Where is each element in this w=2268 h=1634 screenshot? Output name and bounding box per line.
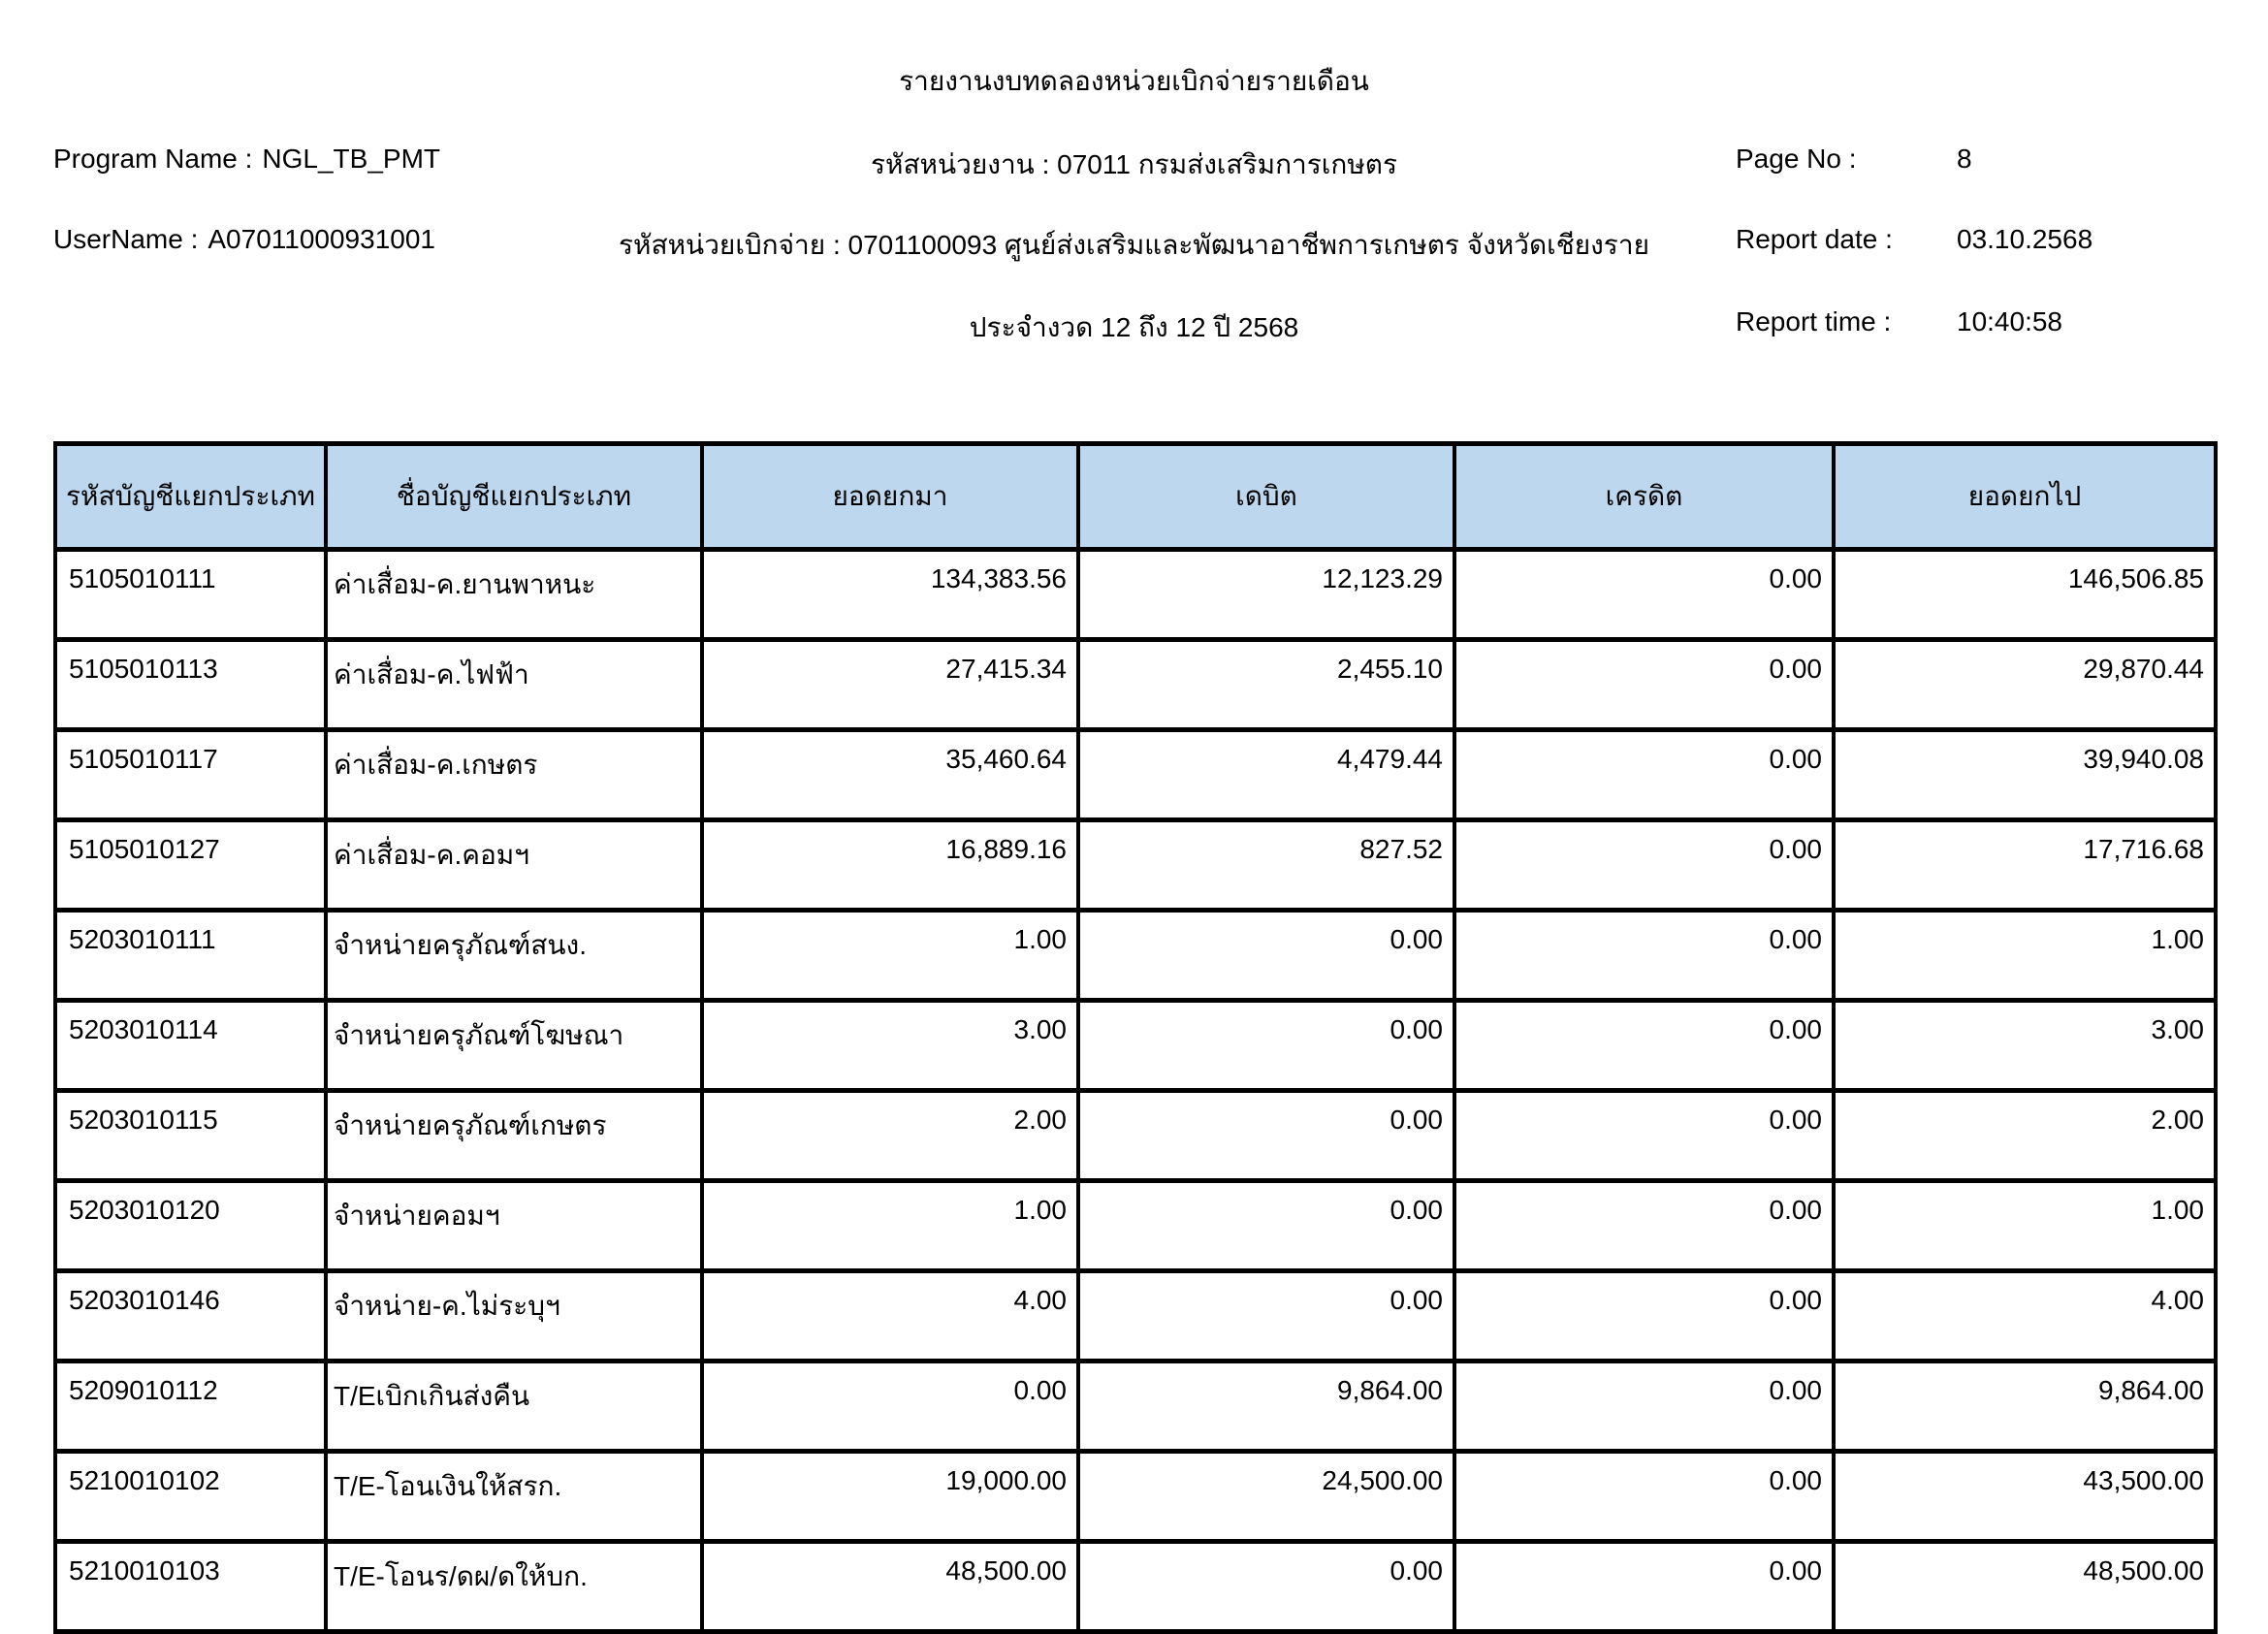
col-header-credit: เครดิต — [1454, 444, 1834, 550]
cell-credit: 0.00 — [1454, 730, 1834, 820]
username-value: A07011000931001 — [208, 224, 435, 254]
page-no-value: 8 — [1957, 144, 1972, 174]
cell-carry-forward-out: 2.00 — [1834, 1091, 2216, 1181]
cell-debit: 0.00 — [1078, 1091, 1454, 1181]
col-header-account-code: รหัสบัญชีแยกประเภท — [55, 444, 326, 550]
cell-account-name: ค่าเสื่อม-ค.คอมฯ — [326, 820, 702, 911]
cell-carry-forward-out: 17,716.68 — [1834, 820, 2216, 911]
cell-account-name: T/E-โอนเงินให้สรก. — [326, 1452, 702, 1542]
username-label: UserName : — [53, 224, 199, 254]
cell-account-code: 5105010127 — [55, 820, 326, 911]
program-name-value: NGL_TB_PMT — [262, 144, 441, 174]
report-time-value: 10:40:58 — [1957, 306, 2062, 336]
cell-credit: 0.00 — [1454, 820, 1834, 911]
table-row — [55, 730, 2216, 820]
cell-carry-forward-in: 0.00 — [702, 1362, 1078, 1452]
table-row — [55, 1091, 2216, 1181]
cell-account-name: ค่าเสื่อม-ค.เกษตร — [326, 730, 702, 820]
cell-carry-forward-in: 35,460.64 — [702, 730, 1078, 820]
cell-carry-forward-out: 3.00 — [1834, 1001, 2216, 1091]
cell-account-code: 5105010113 — [55, 640, 326, 730]
table-row — [55, 1271, 2216, 1362]
table-row — [55, 1001, 2216, 1091]
cell-carry-forward-in: 134,383.56 — [702, 550, 1078, 640]
cell-debit: 0.00 — [1078, 1542, 1454, 1632]
page-no-line — [1736, 144, 1972, 175]
cell-credit: 0.00 — [1454, 1181, 1834, 1271]
cell-account-code: 5203010120 — [55, 1181, 326, 1271]
cell-carry-forward-in: 48,500.00 — [702, 1542, 1078, 1632]
cell-debit: 0.00 — [1078, 1001, 1454, 1091]
cell-account-code: 5203010111 — [55, 911, 326, 1001]
trial-balance-table — [53, 441, 2218, 1634]
cell-account-name: จำหน่ายครุภัณฑ์สนง. — [326, 911, 702, 1001]
cell-account-name: จำหน่าย-ค.ไม่ระบุฯ — [326, 1271, 702, 1362]
cell-credit: 0.00 — [1454, 1362, 1834, 1452]
table-row — [55, 1542, 2216, 1632]
table-row — [55, 550, 2216, 640]
cell-account-name: จำหน่ายครุภัณฑ์เกษตร — [326, 1091, 702, 1181]
cell-carry-forward-out: 48,500.00 — [1834, 1542, 2216, 1632]
cell-credit: 0.00 — [1454, 550, 1834, 640]
cell-debit: 827.52 — [1078, 820, 1454, 911]
cell-carry-forward-in: 16,889.16 — [702, 820, 1078, 911]
report-time-line — [1736, 306, 2062, 337]
cell-account-code: 5105010117 — [55, 730, 326, 820]
cell-carry-forward-in: 4.00 — [702, 1271, 1078, 1362]
cell-credit: 0.00 — [1454, 1091, 1834, 1181]
table-row — [55, 1452, 2216, 1542]
cell-carry-forward-in: 1.00 — [702, 911, 1078, 1001]
cell-credit: 0.00 — [1454, 640, 1834, 730]
cell-credit: 0.00 — [1454, 1542, 1834, 1632]
program-name-label: Program Name : — [53, 144, 253, 174]
cell-carry-forward-in: 27,415.34 — [702, 640, 1078, 730]
cell-account-code: 5203010115 — [55, 1091, 326, 1181]
cell-account-code: 5209010112 — [55, 1362, 326, 1452]
report-date-value: 03.10.2568 — [1957, 224, 2093, 254]
cell-carry-forward-in: 2.00 — [702, 1091, 1078, 1181]
cell-account-code: 5210010103 — [55, 1542, 326, 1632]
cell-account-name: จำหน่ายครุภัณฑ์โฆษณา — [326, 1001, 702, 1091]
report-date-label: Report date : — [1736, 224, 1893, 254]
col-header-account-name: ชื่อบัญชีแยกประเภท — [326, 444, 702, 550]
cell-carry-forward-out: 146,506.85 — [1834, 550, 2216, 640]
cell-carry-forward-out: 4.00 — [1834, 1271, 2216, 1362]
table-header-row — [55, 444, 2216, 550]
cell-debit: 9,864.00 — [1078, 1362, 1454, 1452]
cell-carry-forward-out: 43,500.00 — [1834, 1452, 2216, 1542]
cell-account-name: T/Eเบิกเกินส่งคืน — [326, 1362, 702, 1452]
page-no-label: Page No : — [1736, 144, 1857, 174]
table-row — [55, 820, 2216, 911]
report-title: รายงานงบทดลองหน่วยเบิกจ่ายรายเดือน — [899, 66, 1369, 96]
cell-account-code: 5203010146 — [55, 1271, 326, 1362]
table-row — [55, 640, 2216, 730]
cell-debit: 2,455.10 — [1078, 640, 1454, 730]
cell-debit: 0.00 — [1078, 1181, 1454, 1271]
cell-debit: 24,500.00 — [1078, 1452, 1454, 1542]
cell-credit: 0.00 — [1454, 1271, 1834, 1362]
table-row — [55, 1181, 2216, 1271]
cell-carry-forward-in: 3.00 — [702, 1001, 1078, 1091]
cell-account-code: 5203010114 — [55, 1001, 326, 1091]
cell-carry-forward-out: 9,864.00 — [1834, 1362, 2216, 1452]
report-time-label: Report time : — [1736, 306, 1892, 336]
col-header-carry-forward-out: ยอดยกไป — [1834, 444, 2216, 550]
cell-debit: 0.00 — [1078, 911, 1454, 1001]
report-date-line — [1736, 224, 2092, 255]
cell-carry-forward-in: 19,000.00 — [702, 1452, 1078, 1542]
col-header-debit: เดบิต — [1078, 444, 1454, 550]
cell-credit: 0.00 — [1454, 911, 1834, 1001]
cell-carry-forward-out: 29,870.44 — [1834, 640, 2216, 730]
table-row — [55, 1362, 2216, 1452]
table-row — [55, 911, 2216, 1001]
cell-carry-forward-out: 1.00 — [1834, 1181, 2216, 1271]
cell-account-name: T/E-โอนร/ดผ/ดให้บก. — [326, 1542, 702, 1632]
cell-account-code: 5105010111 — [55, 550, 326, 640]
cell-debit: 12,123.29 — [1078, 550, 1454, 640]
cell-account-code: 5210010102 — [55, 1452, 326, 1542]
cell-carry-forward-out: 1.00 — [1834, 911, 2216, 1001]
agency-code-line: รหัสหน่วยงาน : 07011 กรมส่งเสริมการเกษตร — [870, 149, 1398, 179]
cell-account-name: จำหน่ายคอมฯ — [326, 1181, 702, 1271]
col-header-carry-forward-in: ยอดยกมา — [702, 444, 1078, 550]
table-body — [55, 550, 2216, 1632]
cell-debit: 4,479.44 — [1078, 730, 1454, 820]
cell-account-name: ค่าเสื่อม-ค.ยานพาหนะ — [326, 550, 702, 640]
cell-carry-forward-out: 39,940.08 — [1834, 730, 2216, 820]
cell-carry-forward-in: 1.00 — [702, 1181, 1078, 1271]
cell-credit: 0.00 — [1454, 1452, 1834, 1542]
cell-credit: 0.00 — [1454, 1001, 1834, 1091]
cell-account-name: ค่าเสื่อม-ค.ไฟฟ้า — [326, 640, 702, 730]
disburse-unit-line: รหัสหน่วยเบิกจ่าย : 0701100093 ศูนย์ส่งเสริมและพัฒนาอาชีพการเกษตร จังหวัดเชียงราย — [619, 230, 1649, 260]
period-line: ประจำงวด 12 ถึง 12 ปี 2568 — [969, 312, 1299, 342]
cell-debit: 0.00 — [1078, 1271, 1454, 1362]
